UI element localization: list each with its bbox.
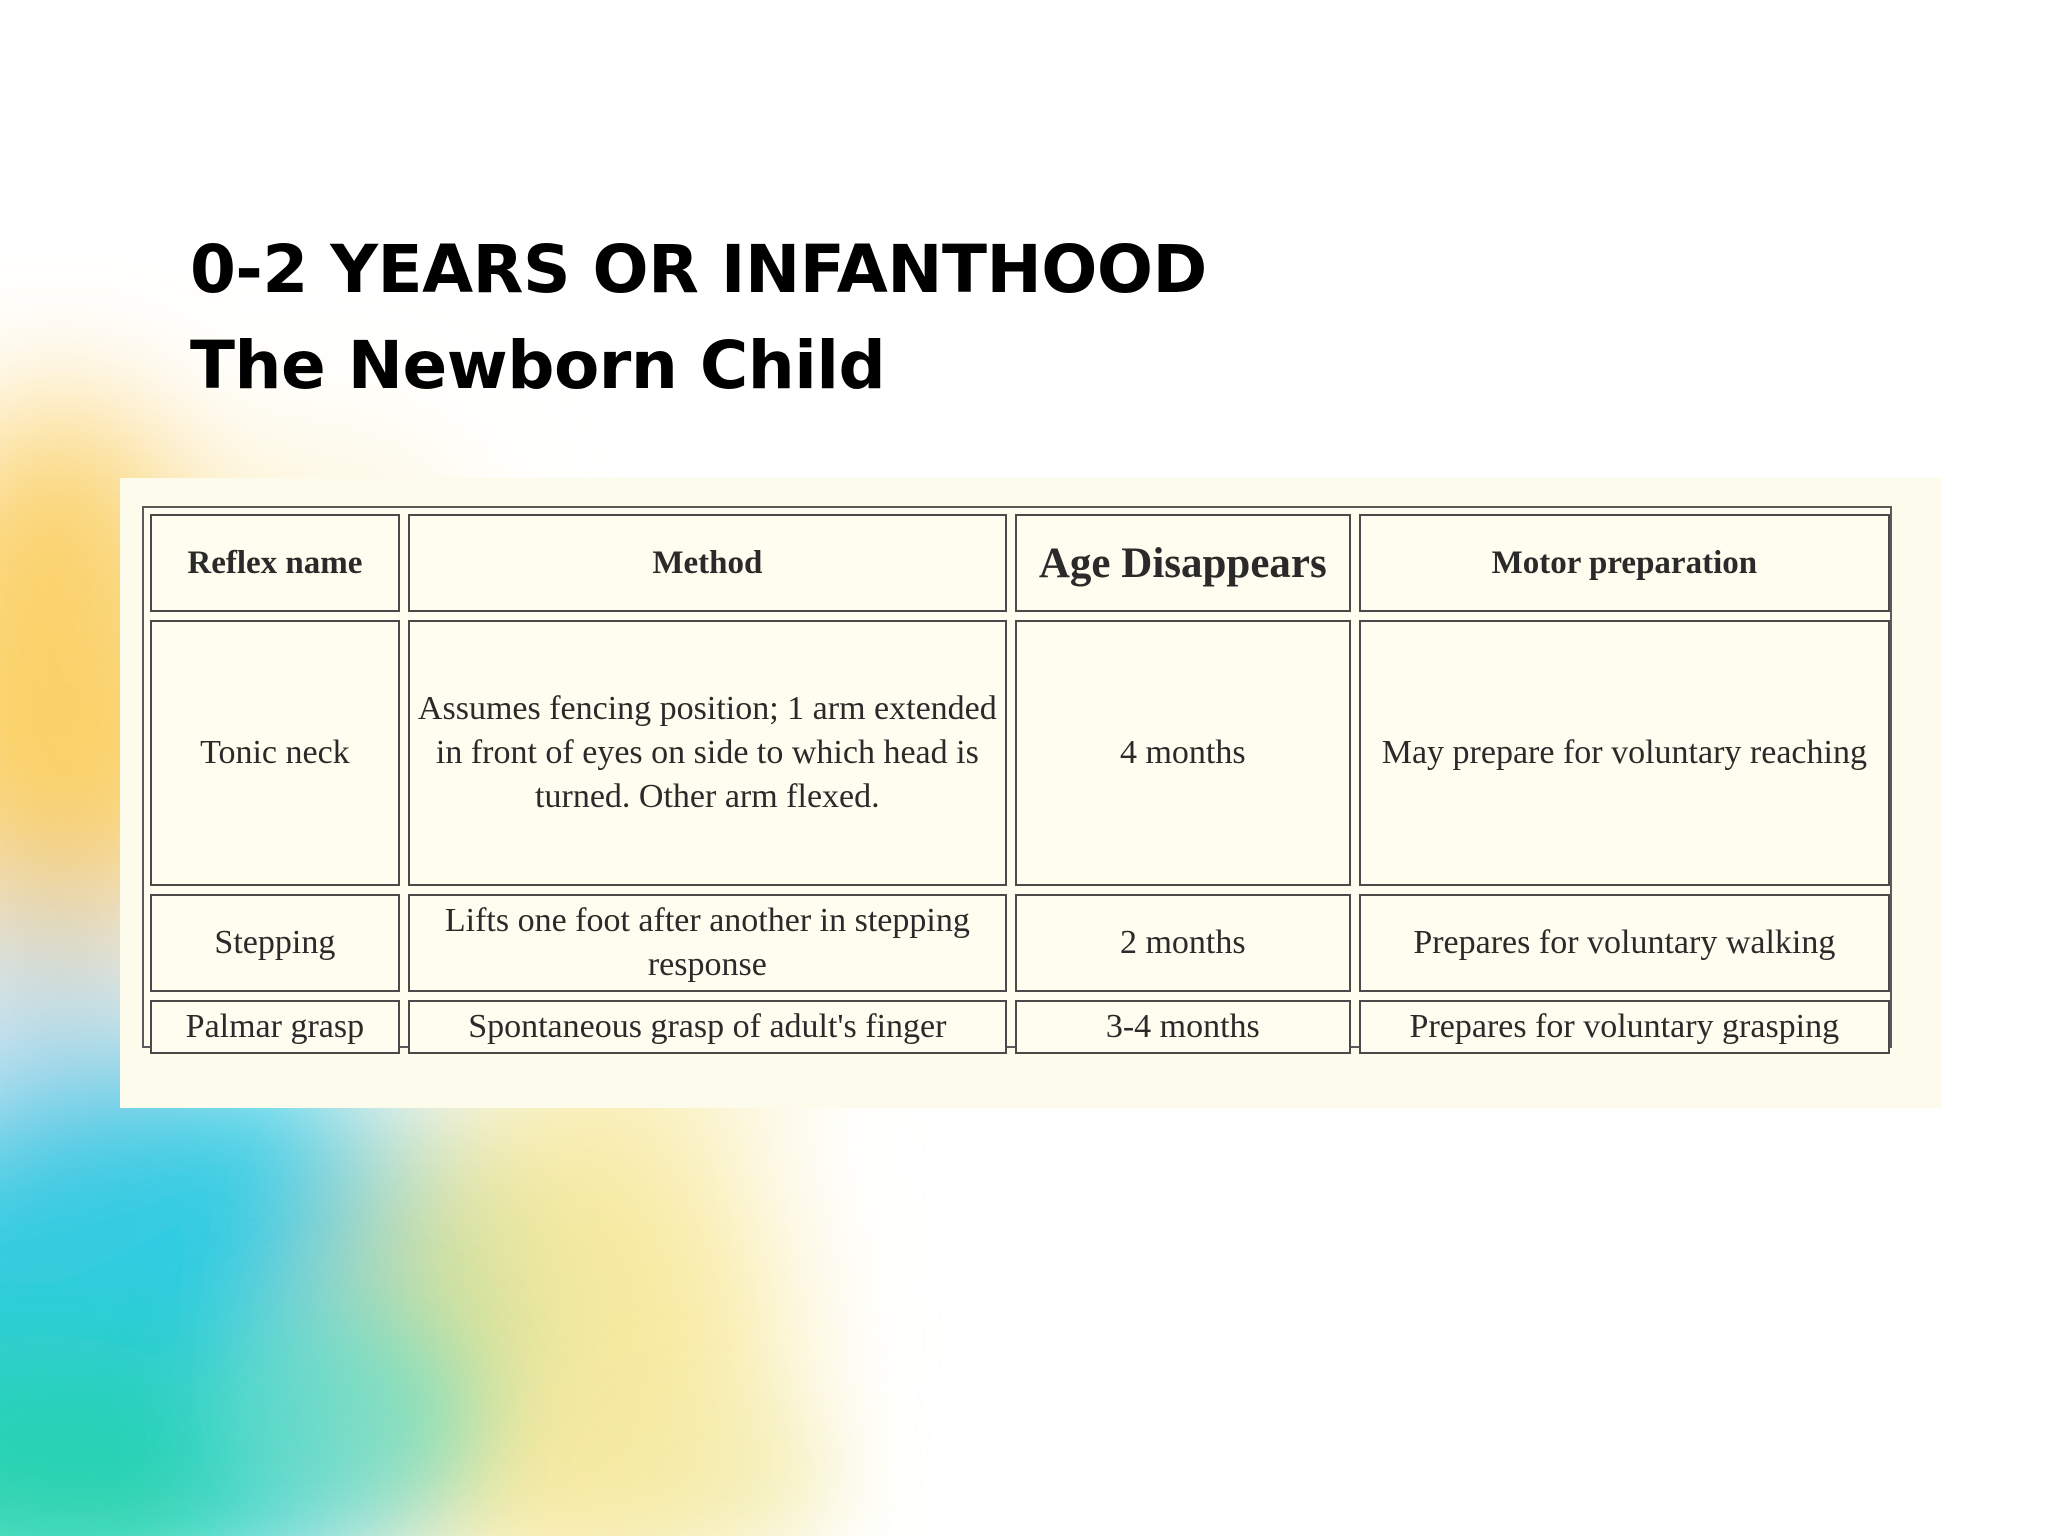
cell-motor: Prepares for voluntary grasping — [1359, 1000, 1890, 1054]
table-header-row — [150, 514, 1890, 612]
header-motor-preparation: Motor preparation — [1359, 514, 1890, 612]
cell-age: 2 months — [1015, 894, 1351, 992]
cell-motor: May prepare for voluntary reaching — [1359, 620, 1890, 886]
title-line-1: 0-2 YEARS OR INFANTHOOD — [190, 231, 1207, 308]
reflex-table — [142, 506, 1898, 1062]
table-row — [150, 1000, 1890, 1054]
cell-method: Spontaneous grasp of adult's finger — [408, 1000, 1007, 1054]
title-line-2: The Newborn Child — [190, 327, 886, 404]
cell-motor: Prepares for voluntary walking — [1359, 894, 1890, 992]
cell-age: 4 months — [1015, 620, 1351, 886]
cell-method: Lifts one foot after another in stepping response — [408, 894, 1007, 992]
cell-method: Assumes fencing position; 1 arm extended in front of eyes on side to which head is turned. Other arm flexed. — [408, 620, 1007, 886]
cell-reflex: Tonic neck — [150, 620, 400, 886]
table-row — [150, 620, 1890, 886]
header-age-disappears: Age Disappears — [1015, 514, 1351, 612]
header-reflex-name: Reflex name — [150, 514, 400, 612]
cell-reflex: Stepping — [150, 894, 400, 992]
cell-reflex: Palmar grasp — [150, 1000, 400, 1054]
table-row — [150, 894, 1890, 992]
header-method: Method — [408, 514, 1007, 612]
reflex-table-frame — [142, 506, 1892, 1048]
reflex-table-panel — [120, 478, 1942, 1108]
slide-title — [190, 222, 1207, 414]
cell-age: 3-4 months — [1015, 1000, 1351, 1054]
